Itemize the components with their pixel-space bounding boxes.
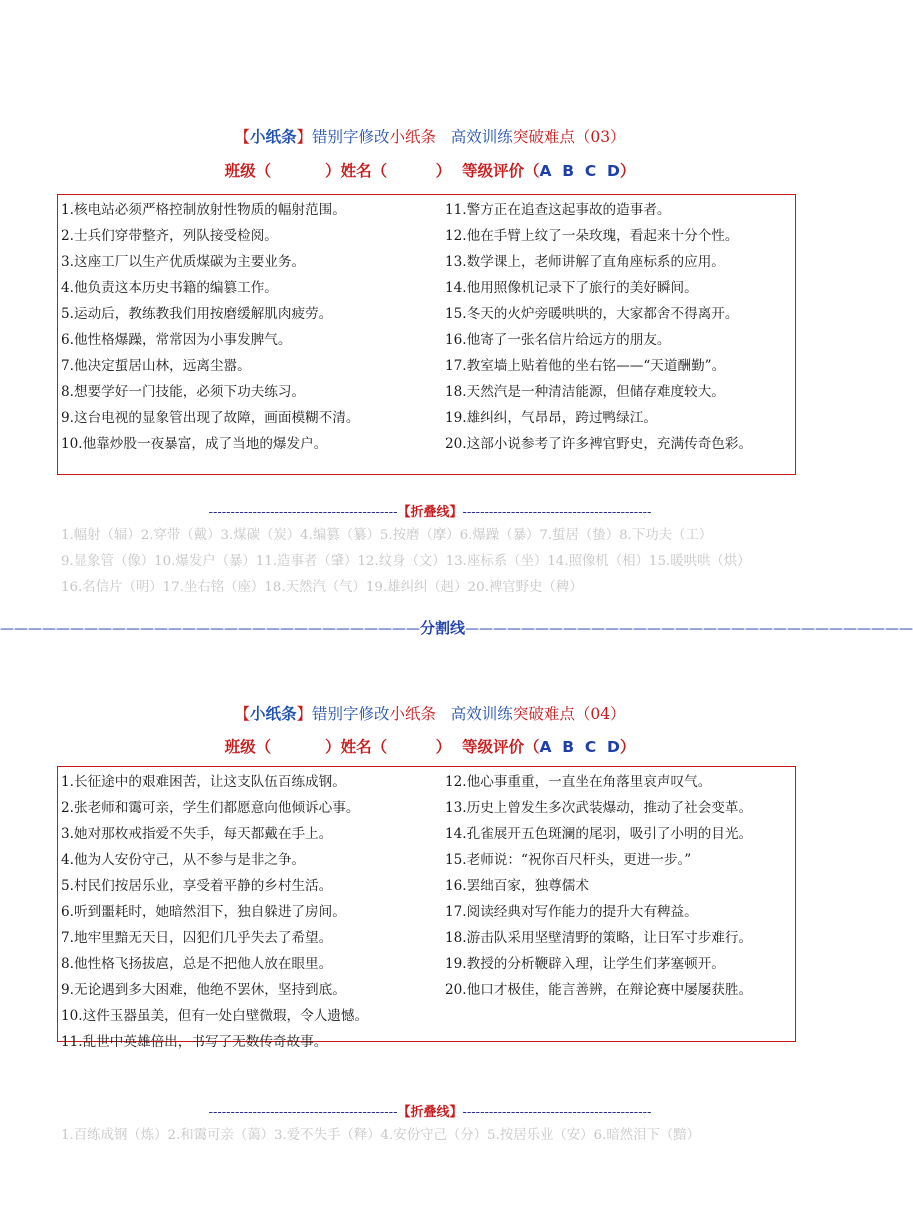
- exercise-item: 20.这部小说参考了许多裨官野史，充满传奇色彩。: [445, 436, 753, 452]
- title-part2: 小纸条: [389, 705, 437, 723]
- grade-options: A B C D: [539, 738, 620, 756]
- exercise-item: 6.他性格爆躁，常常因为小事发脾气。: [61, 332, 292, 348]
- exercise-item: 4.他负责这本历史书籍的编篡工作。: [61, 280, 278, 296]
- title-bracket-open: 【: [234, 128, 250, 146]
- sheet2-fold-line: [0, 1101, 860, 1120]
- class-label: 班级（: [224, 162, 272, 180]
- sheet1-right-column: [445, 197, 795, 457]
- exercise-item: 5.运动后，教练教我们用按磨缓解肌肉疲劳。: [61, 306, 333, 322]
- name-label: 姓名（: [340, 162, 388, 180]
- exercise-item: 17.阅读经典对写作能力的提升大有稗益。: [445, 904, 698, 920]
- sheet1-title: [0, 125, 860, 147]
- exercise-item: 2.士兵们穿带整齐，列队接受检阅。: [61, 228, 278, 244]
- exercise-item: 3.这座工厂以生产优质煤碳为主要业务。: [61, 254, 306, 270]
- exercise-item: 11.警方正在追查这起事故的造事者。: [445, 202, 671, 218]
- title-part5: （03）: [574, 128, 626, 146]
- exercise-item: 13.历史上曾发生多次武装爆动，推动了社会变革。: [445, 800, 753, 816]
- section-divider: [0, 617, 913, 638]
- divider-label: 分割线: [420, 619, 466, 637]
- exercise-item: 2.张老师和霭可亲，学生们都愿意向他倾诉心事。: [61, 800, 360, 816]
- exercise-item: 10.这件玉器虽美，但有一处白壁微瑕，令人遗憾。: [61, 1008, 369, 1024]
- fold-label: 【折叠线】: [397, 1105, 463, 1120]
- answer-line: 16.名信片（明）17.坐右铭（座）18.天然汽（气）19.雄纠纠（赳）20.裨官野史（稗）: [61, 580, 583, 595]
- exercise-item: 7.地牢里黯无天日，囚犯们几乎失去了希望。: [61, 930, 333, 946]
- exercise-item: 18.天然汽是一种清洁能源，但储存难度较大。: [445, 384, 725, 400]
- fold-dashes-right: -------------------------------------------: [462, 505, 652, 520]
- sheet1-fold-line: [0, 501, 860, 520]
- name-close: ）: [435, 738, 452, 756]
- class-close: ）: [325, 738, 341, 756]
- answer-line: 9.显象管（像）10.爆发户（暴）11.造事者（肇）12.纹身（文）13.座标系（坐）14.照像机（相）15.暖哄哄（烘）: [61, 554, 751, 569]
- sheet1-left-column: [61, 197, 375, 457]
- title-part3: 高效训练: [450, 128, 513, 146]
- exercise-item: 9.无论遇到多大困难，他绝不罢休，坚持到底。: [61, 982, 346, 998]
- sheet1-answer-key: [61, 523, 821, 601]
- name-label: 姓名（: [340, 738, 388, 756]
- title-part5: （04）: [574, 705, 626, 723]
- fold-label: 【折叠线】: [397, 505, 463, 520]
- exercise-item: 16.罢绌百家，独尊儒术: [445, 878, 589, 894]
- fold-dashes-left: -------------------------------------------: [208, 1105, 398, 1120]
- answer-line: 1.百练成钢（炼）2.和霭可亲（蔼）3.爱不失手（释）4.安份守己（分）5.按居乐业（安）6.暗然泪下（黯）: [61, 1128, 701, 1143]
- exercise-item: 15.老师说：“祝你百尺杆头，更进一步。”: [445, 852, 692, 868]
- sheet2-right-column: [445, 769, 763, 1003]
- exercise-item: 4.他为人安份守己，从不参与是非之争。: [61, 852, 306, 868]
- exercise-item: 9.这台电视的显象管出现了故障，画面模糊不清。: [61, 410, 360, 426]
- exercise-item: 1.核电站必须严格控制放射性物质的幅射范围。: [61, 202, 346, 218]
- exercise-item: 8.他性格飞扬拔扈，总是不把他人放在眼里。: [61, 956, 333, 972]
- exercise-item: 8.想要学好一门技能，必须下功夫练习。: [61, 384, 306, 400]
- grade-close: ）: [619, 738, 636, 756]
- fold-dashes-left: -------------------------------------------: [208, 505, 398, 520]
- exercise-item: 13.数学课上，老师讲解了直角座标系的应用。: [445, 254, 725, 270]
- title-part4: 突破难点: [512, 705, 575, 723]
- sheet2-left-column: [61, 769, 381, 1055]
- sheet1-class-line: [0, 159, 860, 181]
- fold-dashes-right: -------------------------------------------: [462, 1105, 652, 1120]
- title-part1: 错别字修改: [311, 128, 390, 146]
- grade-close: ）: [619, 162, 636, 180]
- exercise-item: 5.村民们按居乐业，享受着平静的乡村生活。: [61, 878, 333, 894]
- exercise-item: 7.他决定蜇居山林，远离尘嚣。: [61, 358, 251, 374]
- exercise-item: 19.雄纠纠，气昂昂，跨过鸭绿江。: [445, 410, 657, 426]
- exercise-item: 15.冬天的火炉旁暖哄哄的，大家都舍不得离开。: [445, 306, 739, 322]
- title-part4: 突破难点: [512, 128, 575, 146]
- grade-label: 等级评价（: [461, 738, 540, 756]
- title-bracket-close: 】: [296, 128, 312, 146]
- sheet2-class-line: [0, 735, 860, 757]
- title-bracket-close: 】: [296, 705, 312, 723]
- sheet2-title: [0, 702, 860, 724]
- exercise-item: 12.他在手臂上纹了一朵玫瑰，看起来十分个性。: [445, 228, 739, 244]
- sheet2-answer-key: [61, 1123, 821, 1149]
- exercise-item: 11.乱世中英雄倍出，书写了无数传奇故事。: [61, 1034, 328, 1050]
- grade-options: A B C D: [539, 162, 620, 180]
- exercise-item: 1.长征途中的艰难困苦，让这支队伍百练成钢。: [61, 774, 346, 790]
- grade-label: 等级评价（: [461, 162, 540, 180]
- title-part3: 高效训练: [450, 705, 513, 723]
- exercise-item: 18.游击队采用坚壁清野的策略，让日军寸步难行。: [445, 930, 753, 946]
- title-bracket-open: 【: [234, 705, 250, 723]
- title-part2: 小纸条: [389, 128, 437, 146]
- exercise-item: 10.他靠炒股一夜暴富，成了当地的爆发户。: [61, 436, 328, 452]
- class-close: ）: [325, 162, 341, 180]
- exercise-item: 6.听到噩耗时，她暗然泪下，独自躲进了房间。: [61, 904, 346, 920]
- exercise-item: 19.教授的分析鞭辟入理，让学生们茅塞顿开。: [445, 956, 725, 972]
- exercise-item: 12.他心事重重，一直坐在角落里哀声叹气。: [445, 774, 712, 790]
- exercise-item: 17.教室墙上贴着他的坐右铭——“天道酬勤”。: [445, 358, 726, 374]
- exercise-item: 3.她对那枚戒指爱不失手，每天都戴在手上。: [61, 826, 333, 842]
- exercise-item: 20.他口才极佳，能言善辨，在辩论赛中屡屡获胜。: [445, 982, 753, 998]
- divider-dashes-left: ——————————————————————————————: [0, 621, 420, 637]
- answer-line: 1.幅射（辐）2.穿带（戴）3.煤碳（炭）4.编篡（纂）5.按磨（摩）6.爆躁（暴）7.蜇居（蛰）8.下功夫（工）: [61, 528, 713, 543]
- title-tag: 小纸条: [249, 127, 297, 146]
- title-part1: 错别字修改: [311, 705, 390, 723]
- exercise-item: 16.他寄了一张名信片给远方的朋友。: [445, 332, 671, 348]
- title-tag: 小纸条: [249, 704, 297, 723]
- class-label: 班级（: [224, 738, 272, 756]
- divider-dashes-right: ————————————————————————————————: [465, 621, 913, 637]
- exercise-item: 14.孔雀展开五色斑澜的尾羽，吸引了小明的目光。: [445, 826, 753, 842]
- exercise-item: 14.他用照像机记录下了旅行的美好瞬间。: [445, 280, 698, 296]
- name-close: ）: [435, 162, 452, 180]
